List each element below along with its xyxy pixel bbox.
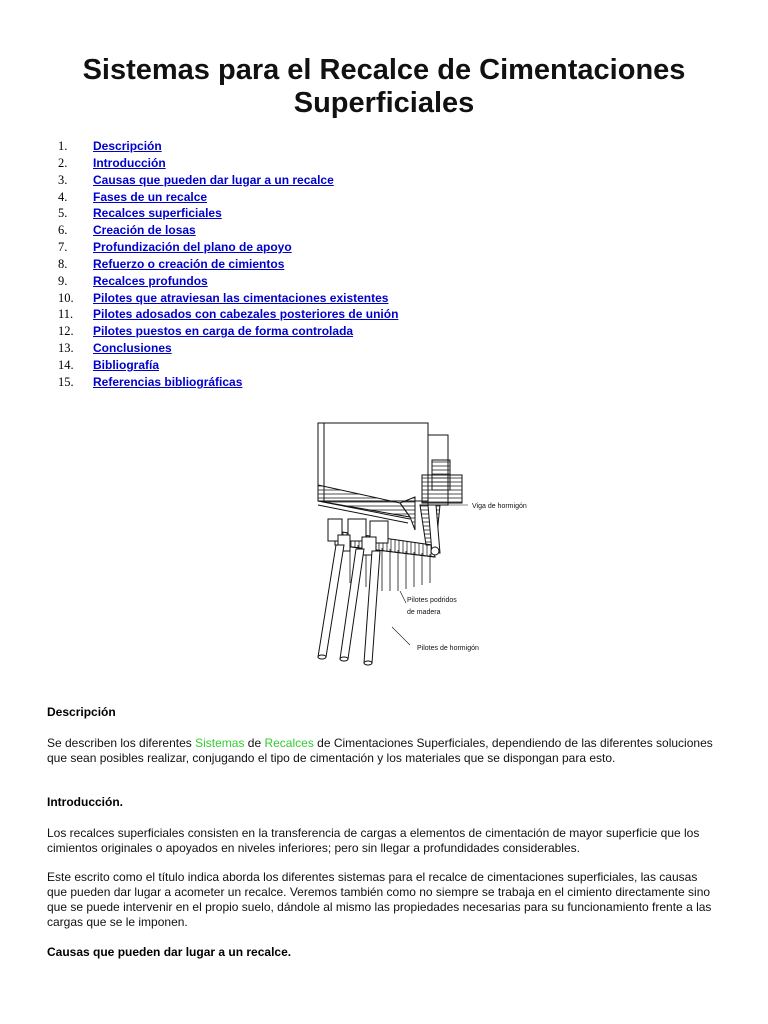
- toc-item: [58, 374, 398, 391]
- link-sistemas[interactable]: Sistemas: [195, 736, 245, 750]
- toc-number: 3.: [58, 172, 68, 187]
- toc-item: [58, 189, 398, 206]
- toc-item: [58, 205, 398, 222]
- introduccion-paragraph-2: Este escrito como el título indica aborda los diferentes sistemas para el recalce de cimentaciones superficiales, las causas que pueden dar lugar a acometer un recalce. Veremos también como no siempre se trabaja en el cimiento directamente sino que se puede intervenir en el propio suelo, dándole al mismo las propiedades necesarias para su funcionamiento frente a las cargas que se le imponen.: [47, 870, 712, 929]
- toc-number: 6.: [58, 223, 68, 238]
- toc-number: 13.: [58, 341, 74, 356]
- label-viga-hormigon: Viga de hormigón: [472, 503, 527, 510]
- descripcion-text-a: Se describen los diferentes: [47, 736, 196, 750]
- toc-item: [58, 357, 398, 374]
- toc-link-refuerzo[interactable]: Refuerzo o creación de cimientos: [93, 256, 285, 271]
- label-pilotes-hormigon: Pilotes de hormigón: [417, 645, 479, 652]
- toc-number: 9.: [58, 273, 68, 288]
- toc-link-pilotes-carga[interactable]: Pilotes puestos en carga de forma controlada: [93, 324, 354, 339]
- label-pilotes-madera-1: Pilotes podridos: [407, 597, 457, 604]
- toc-number: 4.: [58, 189, 68, 204]
- section-heading-descripcion: Descripción: [47, 705, 116, 719]
- section-heading-causas: Causas que pueden dar lugar a un recalce.: [47, 945, 292, 959]
- toc-link-creacion-losas[interactable]: Creación de losas: [93, 223, 196, 238]
- descripcion-paragraph: [47, 736, 719, 766]
- toc-link-introduccion[interactable]: Introducción: [93, 155, 166, 170]
- toc-link-bibliografia[interactable]: Bibliografía: [93, 357, 160, 372]
- toc-item: [58, 273, 398, 290]
- toc-link-conclusiones[interactable]: Conclusiones: [93, 341, 172, 356]
- toc-item: [58, 172, 398, 189]
- toc-number: 1.: [58, 139, 68, 153]
- toc-item: [58, 239, 398, 256]
- link-recalces[interactable]: Recalces: [264, 736, 314, 750]
- label-pilotes-madera-2: de madera: [407, 609, 441, 616]
- toc-item: [58, 340, 398, 357]
- toc-link-pilotes-adosados[interactable]: Pilotes adosados con cabezales posteriores de unión: [93, 307, 399, 322]
- descripcion-text-c: de Cimentaciones Superficiales, dependiendo de las diferentes soluciones que sean posibles realizar, conjugando el tipo de cimentación y los materiales que se dispongan para esto.: [47, 736, 713, 765]
- table-of-contents: [58, 138, 398, 391]
- page-title: Sistemas para el Recalce de Cimentaciones Superficiales: [82, 54, 686, 119]
- toc-item: [58, 222, 398, 239]
- toc-link-recalces-profundos[interactable]: Recalces profundos: [93, 273, 208, 288]
- toc-number: 7.: [58, 240, 68, 255]
- descripcion-text-b: de: [244, 736, 265, 750]
- foundation-diagram: [110, 405, 658, 687]
- toc-number: 14.: [58, 357, 74, 372]
- toc-link-fases[interactable]: Fases de un recalce: [93, 189, 208, 204]
- toc-link-referencias[interactable]: Referencias bibliográficas: [93, 374, 243, 389]
- toc-link-profundizacion[interactable]: Profundización del plano de apoyo: [93, 240, 292, 255]
- toc-item: [58, 256, 398, 273]
- foundation-diagram-drawing: [110, 405, 658, 687]
- toc-number: 2.: [58, 155, 68, 170]
- toc-link-causas[interactable]: Causas que pueden dar lugar a un recalce: [93, 172, 334, 187]
- toc-link-descripcion[interactable]: Descripción: [93, 139, 162, 153]
- toc-item: [58, 155, 398, 172]
- toc-link-recalces-superficiales[interactable]: Recalces superficiales: [93, 206, 222, 221]
- toc-number: 8.: [58, 256, 68, 271]
- toc-number: 11.: [58, 307, 74, 322]
- section-heading-introduccion: Introducción.: [47, 795, 123, 809]
- toc-number: 15.: [58, 374, 74, 389]
- toc-number: 12.: [58, 324, 74, 339]
- toc-item: [58, 323, 398, 340]
- introduccion-paragraph-1: Los recalces superficiales consisten en la transferencia de cargas a elementos de cimentación de mayor superficie que los cimientos originales o apoyados en niveles inferiores; pero sin llegar a profundidades considerables.: [47, 826, 700, 855]
- toc-item: [58, 138, 398, 155]
- toc-number: 10.: [58, 290, 74, 305]
- toc-number: 5.: [58, 206, 68, 221]
- toc-link-pilotes-atraviesan[interactable]: Pilotes que atraviesan las cimentaciones existentes: [93, 290, 389, 305]
- toc-item: [58, 306, 398, 323]
- toc-item: [58, 290, 398, 307]
